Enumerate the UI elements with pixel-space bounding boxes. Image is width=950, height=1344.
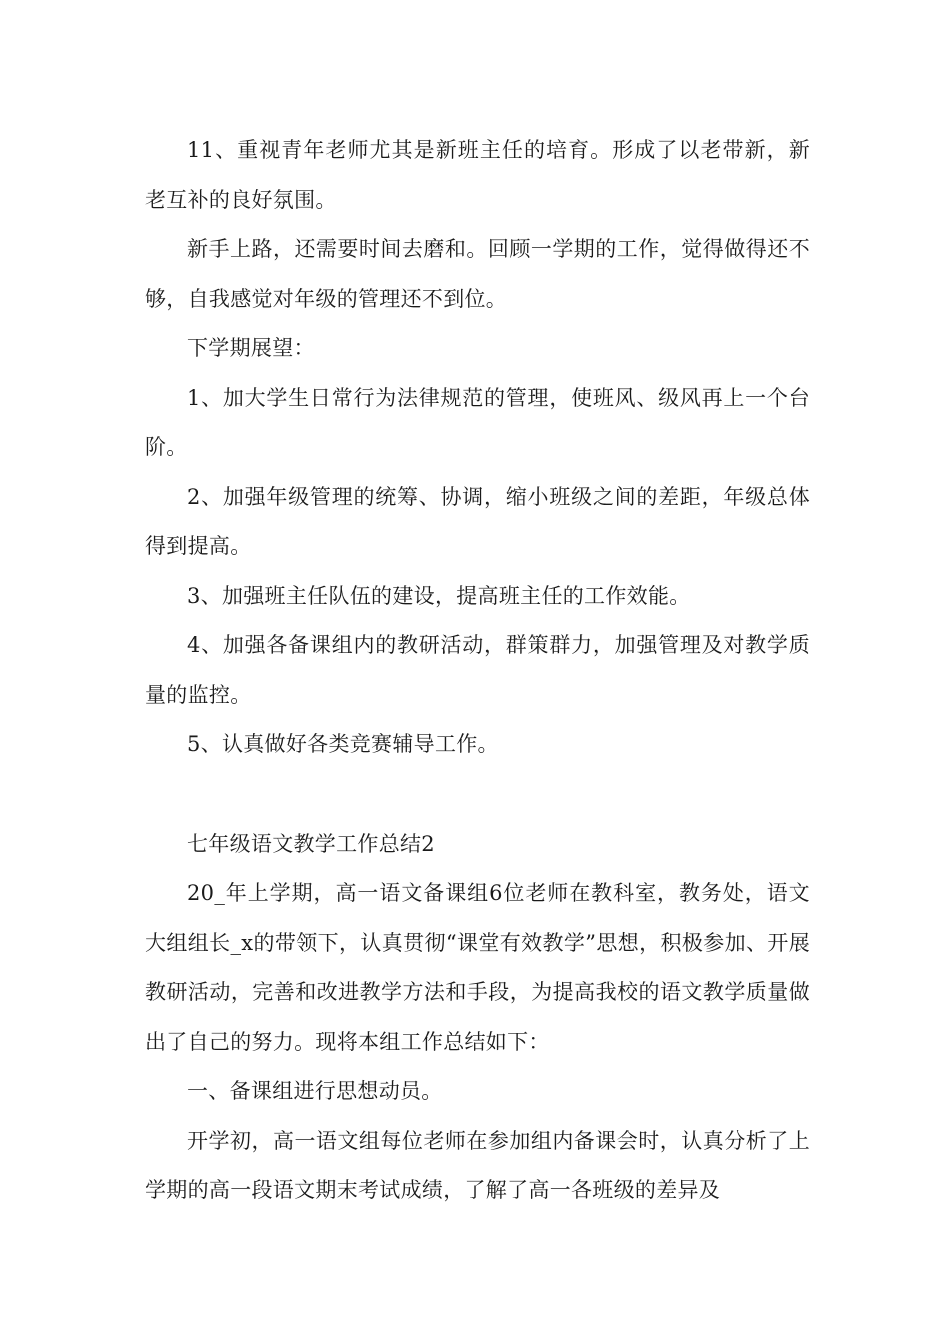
outlook-item-3: 3、加强班主任队伍的建设，提高班主任的工作效能。 [187,583,691,608]
paragraph-heading-1: 一、备课组进行思想动员。 [187,1079,443,1103]
paragraph-reflection: 新手上路，还需要时间去磨和。回顾一学期的工作，觉得做得还不够，自我感觉对年级的管理还不到位。 [145,237,810,311]
paragraph-analysis: 开学初，高一语文组每位老师在参加组内备课会时，认真分析了上学期的高一段语文期末考试成绩，了解了高一各班级的差异及 [145,1128,810,1202]
outlook-item-1: 1、加大学生日常行为法律规范的管理，使班风、级风再上一个台阶。 [145,385,810,459]
outlook-item-5: 5、认真做好各类竞赛辅导工作。 [187,732,499,756]
paragraph-intro: 20_年上学期，高一语文备课组6位老师在教科室，教务处，语文大组组长_x的带领下，认真贯彻“课堂有效教学”思想，积极参加、开展教研活动，完善和改进教学方法和手段，为提高我校的语文教学质量做出了自己的努力。现将本组工作总结如下： [145,881,810,1054]
document-body [145,126,810,1216]
outlook-item-2: 2、加强年级管理的统筹、协调，缩小班级之间的差距，年级总体得到提高。 [145,484,810,558]
paragraph-mentoring: 11、重视青年老师尤其是新班主任的培育。形成了以老带新，新老互补的良好氛围。 [145,138,810,212]
section-spacer [145,770,810,820]
paragraph-outlook-heading: 下学期展望： [187,336,315,360]
section-title: 七年级语文教学工作总结2 [187,831,435,856]
outlook-item-4: 4、加强各备课组内的教研活动，群策群力，加强管理及对教学质量的监控。 [145,633,810,707]
